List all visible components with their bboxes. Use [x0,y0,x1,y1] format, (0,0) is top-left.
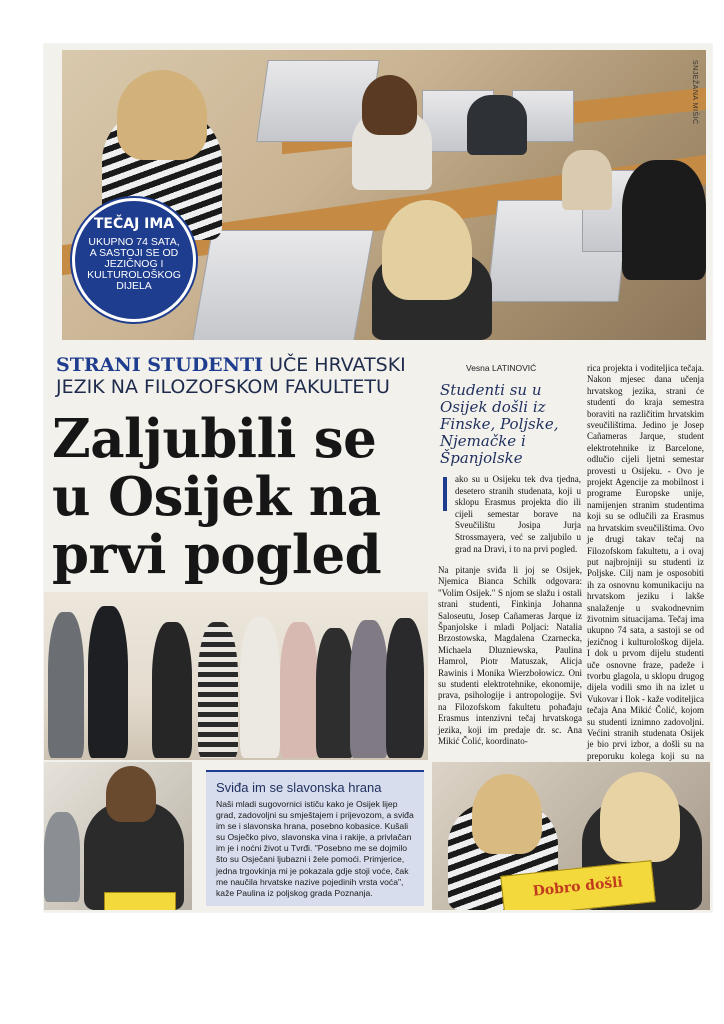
computer-monitor [192,230,374,340]
group-photo [44,592,428,760]
author-byline: Vesna LATINOVIĆ [466,363,537,373]
student [240,617,280,758]
student [382,200,472,300]
student [562,150,612,210]
kicker [56,354,406,398]
student [467,95,527,155]
sidebar-box-title: Sviđa im se slavonska hrana [216,780,382,795]
article-column-2 [587,363,704,831]
student [152,622,192,758]
student [106,766,156,822]
article-column-1-text: Na pitanje sviđa li joj se Osijek, Njemica Bianca Schilk odgovara: "Volim Osijek." S njom se slažu i ostali strani studenti, Finkinja Johanna Saloseutu, Josep Cañameras Jarque iz Španjolske i mladi Poljaci: Natalia Brzostowska, Magdalena Czarnecka, Michaela Dluzniewska, Paulina Hamrol, Piotr Matuszak, Alicja Rawinis i Monika Wierzbołowicz. Oni su studenti elektrotehnike, ekonomije, prava, psihologije i antropologije. Svi na Filozofskom fakultetu pohađaju Erasmus intenzivni tečaj hrvatskoga jezika, koji im predaje dr. sc. Ana Mikić Čolić, koordinato- [438,565,582,747]
sidebar-box [206,770,424,906]
student [600,772,680,862]
subheadline: Studenti su u Osijek došli iz Finske, Poljske, Njemačke i Španjolske [440,381,559,467]
student [198,622,238,758]
student [280,622,318,758]
headline: Zaljubili se u Osijek na prvi pogled [52,408,382,586]
badge-title: TEČAJ IMA [93,216,175,232]
info-badge [72,198,196,322]
article-column-1 [438,565,582,748]
students-with-book-photo [432,762,710,910]
student [117,70,207,160]
article-column-2-text [587,363,704,831]
kicker-line2: JEZIK NA FILOZOFSKOM FAKULTETU [56,376,390,398]
student [386,618,424,758]
badge-text: UKUPNO 74 SATA, A SASTOJI SE OD JEZIČNOG I KULTUROLOŠKOG DIJELA [87,236,181,292]
sidebar-box-text: Naši mladi sugovornici ističu kako je Osijek lijep grad, zadovoljni su smještajem i prijevozom, a sviđa im se i slavonska hrana, posebno kobasice. Kušali su Osječko pivo, slavonska vina i rakije, a privlačan im je i noćni život u Tvrđi. "Posebno me se dojmilo što su Osječani ljubazni i žele pomoći. Primjerice, jedna trgovkinja mi je pokazala gdje stoji voće, čak me naučila hrvatske nazive pojedinih vrsta voća", kaže Paulina iz poljskog grada Poznanja. [216,799,414,898]
student [44,812,80,902]
student [88,606,128,758]
student [362,75,417,135]
drop-cap-bar [443,477,447,511]
textbook-cover: Dobro došli [500,860,656,910]
lead-paragraph [443,474,581,555]
student [48,612,84,758]
book [104,892,176,910]
student-reading-photo [44,762,192,910]
article-column-2-body: rica projekta i voditeljica tečaja. Nakon mjesec dana učenja hrvatskog jezika, strani će studenti do kraja semestra boraviti na različitim hrvatskim sveučilištima. Jedino je Josep Cañameras Jarque, student elektrotehnike iz Barcelone, odlučio cijeli ljetni semestar provesti u Osijeku. - Ovo je projekt Agencije za mobilnost i programe Europske unije, namijenjen stranim studentima koji su se odlučili za Erasmus na hrvatskim sveučilištima. Ovo je drugi takav tečaj na Filozofskom fakultetu, a i ovaj put najbrojniji su studenti iz Poljske. Cilj nam je osposobiti ih za osnovnu komunikaciju na hrvatskom jeziku i lakše snalaženje u svakodnevnim životnim situacijama. Tečaj ima ukupno 74 sata, a sastoji se od jezičnog i kulturološkog dijela. I dok u prvom dijelu studenti uče osnovne fraze, padeže i tvorbu glagola, u sklopu drugog dijela vodili smo ih na izlet u Vukovar i Ilok - kaže voditeljica tečaja Ana Mikić Čolić, kojom su studenti iznimno zadovoljni. Većini stranih studenata Osijek je bio prvi izbor, a došli su na preporuku kolega koji su na [587,363,704,761]
student [622,160,706,280]
student [316,628,354,758]
lead-text: ako su u Osijeku tek dva tjedna, desetero stranih studenata, koji u sklopu Erasmus projekta dio ili cijeli semestar borave na Sveučilištu Josipa Jurja Strossmayera, već se zaljubilo u grad na Dravi, i to na prvi pogled. [455,474,581,554]
student [472,774,542,854]
photo-credit: SNJEŽANA MIŠIĆ [691,60,698,125]
student [350,620,388,758]
kicker-line1: UČE HRVATSKI [263,354,406,376]
kicker-highlight: STRANI STUDENTI [56,354,264,376]
